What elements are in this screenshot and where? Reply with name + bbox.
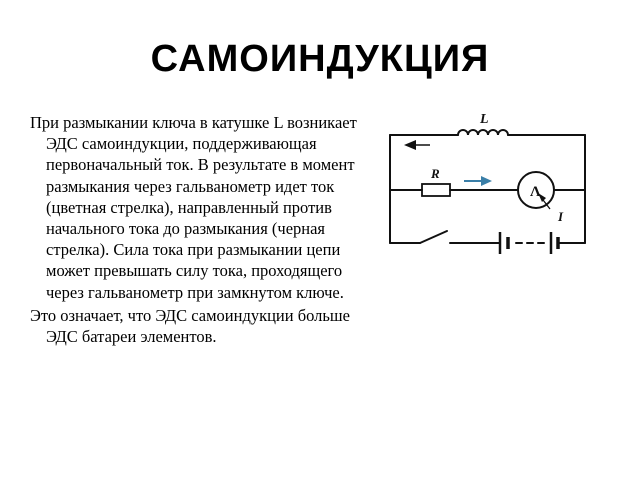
inductor-label: L bbox=[480, 112, 489, 127]
paragraph-explanation: При размыкании ключа в катушке L возникает ЭДС самоиндукции, поддерживающая первоначальный ток. В результате в момент размыкания через гальванометр идет ток (цветная стрелка), направленный против начального тока до размыкания (черная стрелка). Сила тока при размыкании цепи может превышать силу тока, проходящего через гальванометр при замкнутом ключе. bbox=[30, 113, 357, 302]
slide-title: САМОИНДУКЦИЯ bbox=[150, 38, 490, 80]
body-text bbox=[30, 112, 375, 349]
black-current-arrow bbox=[404, 140, 430, 150]
blue-current-arrow bbox=[464, 176, 492, 186]
galvanometer-symbol: Λ bbox=[530, 184, 541, 200]
circuit-diagram bbox=[380, 105, 600, 270]
inductor-coil bbox=[458, 130, 508, 135]
switch-blade bbox=[420, 231, 447, 243]
resistor-label: R bbox=[431, 166, 440, 181]
current-label: I bbox=[558, 209, 564, 224]
resistor bbox=[422, 184, 450, 196]
paragraph-conclusion: Это означает, что ЭДС самоиндукции больше ЭДС батареи элементов. bbox=[30, 305, 350, 347]
